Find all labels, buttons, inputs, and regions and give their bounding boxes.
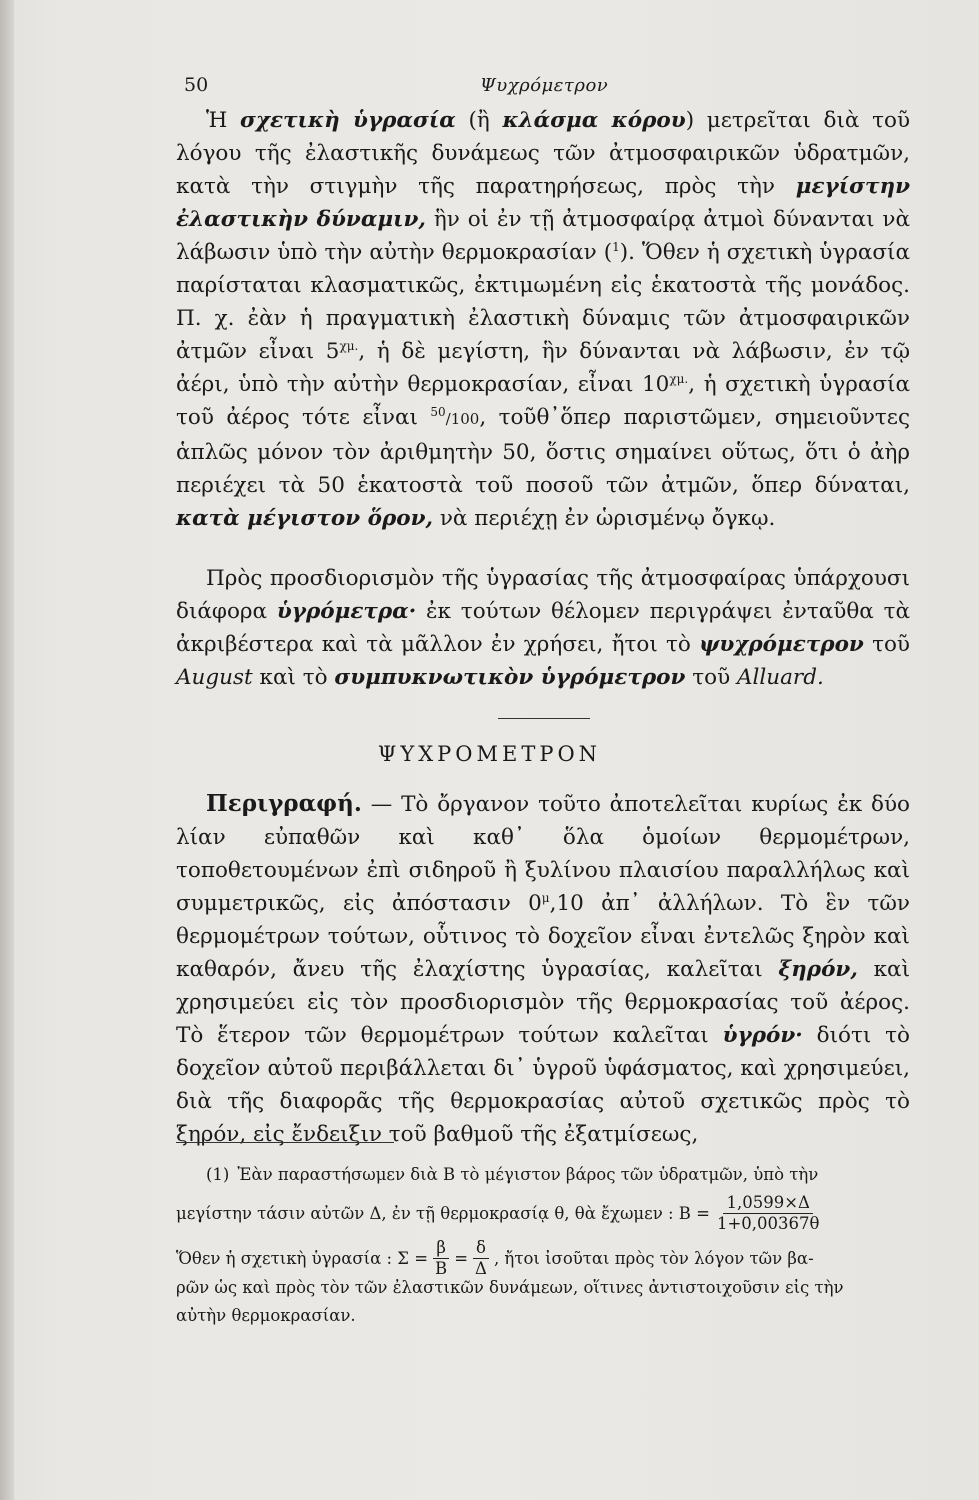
emphasis-term: ξηρόν,: [778, 957, 858, 982]
run-in-heading: Περιγραφή.: [206, 790, 362, 817]
paragraph-description: [176, 787, 910, 1151]
footnote-text: μεγίστην τάσιν αὐτῶν Δ, ἐν τῇ θερμοκρασίᾳ θ, θὰ ἔχωμεν : Β =: [176, 1203, 710, 1223]
text-run: ). Ὅθεν ἡ σχετικὴ ὑγρασία παρίσταται κλασματικῶς, ἐκτιμωμένη εἰς ἑκατοστὰ τῆς μονάδος. Π. χ. ἐὰν ἡ πραγματικὴ ἐλαστικὴ δύναμις τῶν ἀτμοσφαιρικῶν ἀτμῶν εἶναι 5: [176, 240, 910, 364]
emphasis-term: ὑγρόμετρα·: [276, 599, 417, 624]
footnote-line-3: [176, 1238, 910, 1279]
text-run: νὰ περιέχῃ ἐν ὡρισμένῳ ὄγκῳ.: [433, 506, 776, 531]
fraction-numerator: 50: [430, 404, 446, 419]
text-run: ) μετρεῖται διὰ τοῦ λόγου τῆς ἐλαστικῆς δυνάμεως τῶν ἀτμοσφαιρικῶν ὑδρατμῶν, κατὰ τὴν στιγμὴν τῆς παρατηρήσεως, πρὸς τὴν: [176, 108, 911, 199]
page-header: [0, 70, 979, 100]
text-run: ἐκ τούτων θέλομεν περιγράψει ἐνταῦθα τὰ ἀκριβέστερα καὶ τὰ μᾶλλον ἐν χρήσει, ἤτοι τὸ: [176, 599, 910, 657]
text-run: ἣν οἱ ἐν τῇ ἀτμοσφαίρᾳ ἀτμοὶ δύνανται νὰ λάβωσιν ὑπὸ τὴν αὐτὴν θερμοκρασίαν (: [176, 207, 911, 265]
equation-fraction: [714, 1193, 823, 1234]
footnote-text: Ὅθεν ἡ σχετικὴ ὑγρασία : Σ =: [176, 1248, 429, 1268]
text-run: Ἡ: [206, 108, 241, 133]
footnote-line-2: [176, 1193, 910, 1234]
page-number: 50: [184, 74, 209, 96]
paragraph-hygrometers: [176, 562, 910, 694]
equation-denominator: 1+0,00367θ: [716, 1214, 820, 1233]
section-title: ΨΥΧΡΟΜΕΤΡΟΝ: [377, 742, 602, 766]
equals-sign: =: [454, 1248, 469, 1268]
equation-denominator: Β: [435, 1259, 448, 1278]
emphasis-term: ὑγρόν·: [722, 1023, 803, 1048]
footnote-line-1: [176, 1162, 940, 1188]
footnote-reference: 1: [612, 239, 620, 254]
footnote-line-5: αὐτὴν θερμοκρασίαν.: [176, 1306, 356, 1325]
equation-fraction: [472, 1238, 490, 1279]
equation-numerator: 1,0599×Δ: [723, 1193, 812, 1214]
text-run: ,10 ἀπ᾽ ἀλλήλων. Τὸ ἓν τῶν θερμομέτρων τούτων, οὗτινος τὸ δοχεῖον εἶναι ἐντελῶς ξηρὸν καὶ καθαρόν, ἄνευ τῆς ἐλαχίστης ὑγρασίας, καλεῖται: [176, 891, 910, 982]
text-run: τοῦ: [863, 632, 910, 657]
text-run: , τοῦθ᾽ὅπερ παριστῶμεν, σημειοῦντες ἁπλῶς μόνον τὸν ἀριθμητὴν 50, ὅστις σημαίνει οὕτως, ὅτι ὁ ἀὴρ περιέχει τὰ 50 ἑκατοστὰ τοῦ ποσοῦ τῶν ἀτμῶν, ὅπερ δύναται,: [176, 405, 910, 498]
text-run: διότι τὸ δοχεῖον αὐτοῦ περιβάλλεται δι᾽ ὑγροῦ ὑφάσματος, καὶ χρησιμεύει, διὰ τῆς διαφορᾶς τῆς θερμοκρασίας αὐτοῦ σχετικῶς πρὸς τὸ ξηρόν, εἰς ἔνδειξιν τοῦ βαθμοῦ τῆς ἐξατμίσεως,: [176, 1023, 910, 1147]
text-run: (ἢ: [455, 108, 503, 133]
paragraph-relative-humidity: [176, 104, 910, 535]
footnote-marker: (1): [206, 1165, 230, 1184]
emphasis-term: σχετικὴ ὑγρασία: [240, 108, 456, 133]
fraction-denominator: /100: [445, 410, 480, 428]
emphasis-term: ψυχρόμετρον: [699, 632, 864, 657]
text-run: καὶ χρησιμεύει εἰς τὸν προσδιορισμὸν τῆς θερμοκρασίας τοῦ ἀέρος. Τὸ ἕτερον τῶν θερμομέτρων τούτων καλεῖται: [176, 957, 910, 1048]
section-divider: [498, 718, 590, 719]
footnote-line-4: ρῶν ὡς καὶ πρὸς τὸν τῶν ἐλαστικῶν δυνάμεων, οἵτινες ἀντιστοιχοῦσιν εἰς τὴν: [176, 1278, 844, 1297]
footnote-text: , ἤτοι ἰσοῦται πρὸς τὸν λόγον τῶν βα-: [493, 1248, 814, 1268]
emphasis-term: κατὰ μέγιστον ὅρον,: [176, 506, 434, 531]
text-run: καὶ τὸ: [252, 665, 335, 690]
text-run: τοῦ: [685, 665, 737, 690]
emphasis-term: κλάσμα κόρου: [502, 108, 686, 133]
unit-superscript: χμ.: [339, 338, 359, 353]
equation-fraction: [432, 1238, 450, 1279]
running-title: Ψυχρόμετρον: [480, 75, 609, 96]
text-run: Πρὸς προσδιορισμὸν τῆς ὑγρασίας τῆς ἀτμοσφαίρας ὑπάρχουσι διάφορα: [176, 566, 910, 624]
author-name: Alluard.: [736, 665, 824, 690]
text-run: , ἡ σχετικὴ ὑγρασία τοῦ ἀέρος τότε εἶναι: [176, 372, 910, 430]
equation-numerator: δ: [473, 1238, 489, 1259]
unit-superscript: χμ.: [669, 371, 689, 386]
equation-numerator: β: [433, 1238, 449, 1259]
emphasis-term: συμπυκνωτικὸν ὑγρόμετρον: [334, 665, 686, 690]
text-run: , ἡ δὲ μεγίστη, ἣν δύνανται νὰ λάβωσιν, ἐν τῷ ἀέρι, ὑπὸ τὴν αὐτὴν θερμοκρασίαν, εἶναι 10: [176, 339, 910, 397]
footnote-text: Ἐὰν παραστήσωμεν διὰ Β τὸ μέγιστον βάρος τῶν ὑδρατμῶν, ὑπὸ τὴν: [237, 1165, 819, 1184]
footnote-divider: [176, 1142, 394, 1143]
text-run: — Τὸ ὄργανον τοῦτο ἀποτελεῖται κυρίως ἐκ δύο λίαν εὐπαθῶν καὶ καθ᾽ ὅλα ὁμοίων θερμομέτρων, τοποθετουμένων ἐπὶ σιδηροῦ ἢ ξυλίνου πλαισίου παραλλήλως καὶ συμμετρικῶς, εἰς ἀπόστασιν 0: [176, 792, 910, 916]
unit-superscript: μ: [541, 890, 550, 905]
emphasis-term: μεγίστην ἐλαστικὴν δύναμιν,: [176, 174, 910, 232]
author-name: August: [176, 665, 253, 690]
equation-denominator: Δ: [475, 1259, 487, 1278]
